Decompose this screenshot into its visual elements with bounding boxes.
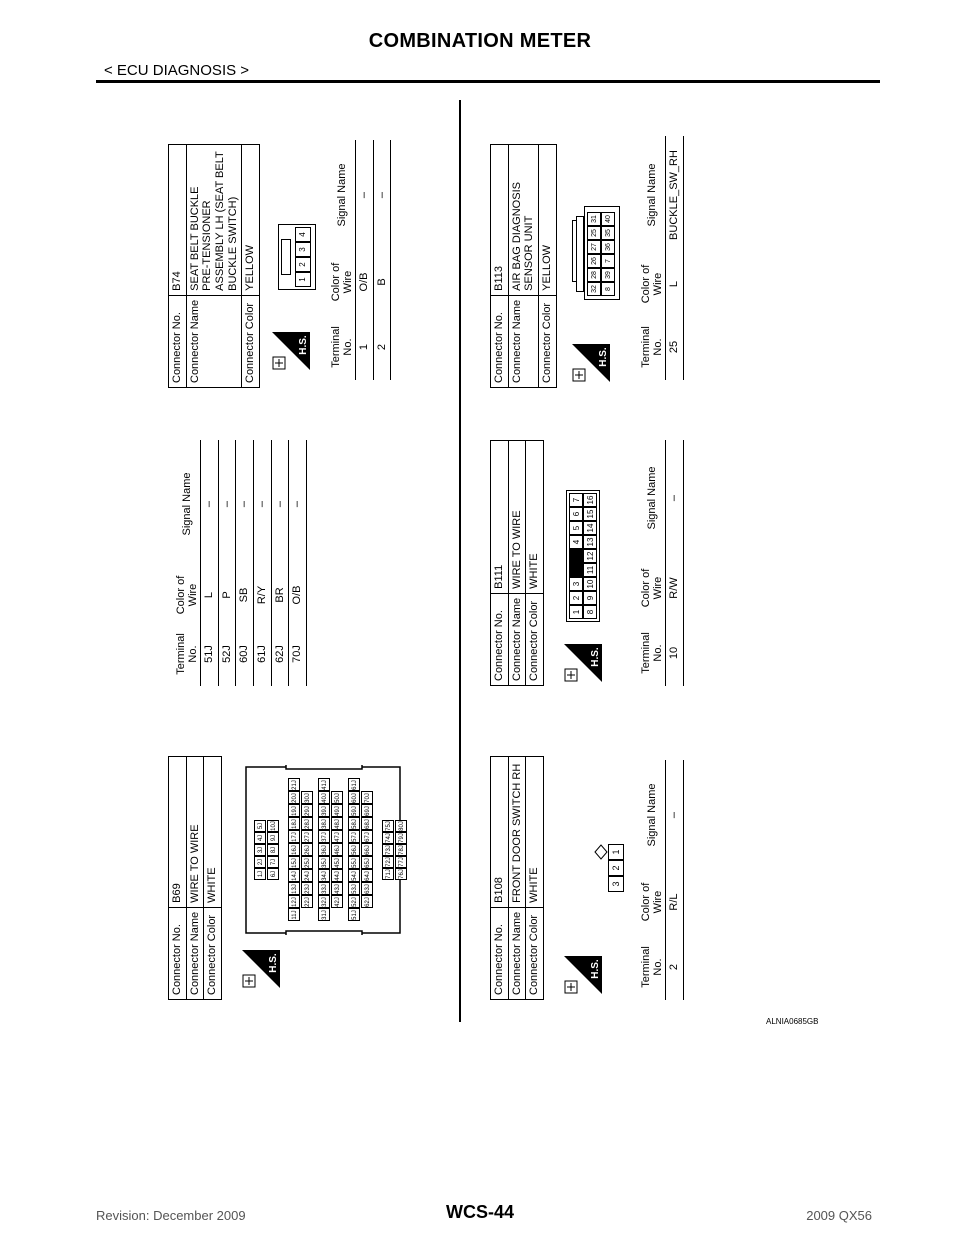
connector-pin: 14J <box>288 870 300 883</box>
connector-pin: 21J <box>288 779 300 792</box>
connector-pin: 26 <box>587 254 601 268</box>
hs-label: H.S. <box>598 347 609 367</box>
connector-pin: 10J <box>267 820 279 832</box>
label-connector-name: Connector Name <box>186 295 242 387</box>
figure-code: ALNIA0685GB <box>766 1017 819 1026</box>
b74-pin: 1 <box>295 272 311 287</box>
label-connector-no: Connector No. <box>491 907 509 999</box>
b69-color: WHITE <box>204 757 222 908</box>
connector-pin: 26J <box>301 844 313 857</box>
b74-terminal-table <box>330 140 391 380</box>
b69-connector-face <box>240 765 408 935</box>
footer-model: 2009 QX56 <box>806 1208 872 1223</box>
connector-pin: 32 <box>587 282 601 296</box>
b111-hs-icon <box>562 640 608 684</box>
connector-pin: 77J <box>395 856 407 868</box>
b108-color: WHITE <box>526 757 544 908</box>
signal-name-cell: – <box>201 440 219 568</box>
label-connector-name: Connector Name <box>508 295 538 387</box>
b113-color: YELLOW <box>538 145 556 296</box>
b111-color: WHITE <box>526 441 544 594</box>
terminal-no-cell: 60J <box>236 622 254 686</box>
wire-color-cell: R/W <box>666 556 684 620</box>
wire-color-cell: O/B <box>356 250 374 314</box>
connector-pin: 11J <box>288 909 300 922</box>
b113-name: AIR BAG DIAGNOSIS SENSOR UNIT <box>508 145 538 296</box>
table-row <box>271 440 289 686</box>
b69-pin-grid <box>254 777 408 923</box>
connector-pin: 38J <box>318 818 330 831</box>
connector-pin: 1 <box>569 605 583 619</box>
connector-pin: 76J <box>395 868 407 880</box>
label-color-of-wire: Color of Wire <box>640 254 666 314</box>
b111-info <box>490 440 544 686</box>
connector-pin: 35J <box>318 857 330 870</box>
b108-name: FRONT DOOR SWITCH RH <box>508 757 526 908</box>
connector-pin: 70J <box>361 792 373 805</box>
connector-pin: 6 <box>569 507 583 521</box>
wire-color-cell: P <box>218 568 236 622</box>
connector-pin: 74J <box>382 832 394 844</box>
header-rule <box>96 80 880 83</box>
signal-name-cell: – <box>218 440 236 568</box>
label-terminal-no: Terminal No. <box>640 934 666 1000</box>
connector-pin: 16J <box>288 844 300 857</box>
connector-pin: 28J <box>301 818 313 831</box>
connector-pin: 7 <box>601 254 615 268</box>
terminal-no-cell: 1 <box>356 314 374 380</box>
connector-pin: 64J <box>361 870 373 883</box>
connector-pin: 59J <box>348 805 360 818</box>
connector-pin: 32J <box>318 896 330 909</box>
connector-pin: 45J <box>331 857 343 870</box>
connector-pin: 48J <box>331 818 343 831</box>
terminal-no-cell: 52J <box>218 622 236 686</box>
terminal-no-cell: 51J <box>201 622 219 686</box>
label-connector-no: Connector No. <box>491 593 509 685</box>
b113-connector-face <box>572 208 620 300</box>
hs-label: H.S. <box>298 335 309 355</box>
label-connector-no: Connector No. <box>491 295 509 387</box>
connector-pin: 43J <box>331 883 343 896</box>
connector-pin: 80J <box>395 820 407 832</box>
connector-pin: 23J <box>301 883 313 896</box>
label-terminal-no: Terminal No. <box>640 314 666 380</box>
label-connector-color: Connector Color <box>204 907 222 999</box>
connector-pin: 67J <box>361 831 373 844</box>
connector-pin: 39J <box>318 805 330 818</box>
connector-pin: 62J <box>361 896 373 909</box>
connector-pin: 78J <box>395 844 407 856</box>
b69-info <box>168 756 222 1000</box>
connector-pin: 36J <box>318 844 330 857</box>
connector-pin: 22J <box>301 896 313 909</box>
signal-name-cell: – <box>373 140 391 250</box>
label-connector-color: Connector Color <box>526 593 544 685</box>
terminal-no-cell: 2 <box>373 314 391 380</box>
b108-pin: 1 <box>608 844 624 860</box>
b108-hs-icon <box>562 952 608 996</box>
b108-pin: 3 <box>608 876 624 892</box>
b108-pin: 2 <box>608 860 624 876</box>
signal-name-cell: – <box>356 140 374 250</box>
connector-pin: 35 <box>601 226 615 240</box>
connector-pin: 65J <box>361 857 373 870</box>
hs-label: H.S. <box>268 953 279 973</box>
terminal-no-cell: 70J <box>289 622 307 686</box>
signal-name-cell: – <box>289 440 307 568</box>
table-row <box>218 440 236 686</box>
label-color-of-wire: Color of Wire <box>330 250 356 314</box>
table-row <box>666 136 684 380</box>
label-color-of-wire: Color of Wire <box>640 556 666 620</box>
connector-pin: 15J <box>288 857 300 870</box>
connector-pin: 37J <box>318 831 330 844</box>
connector-pin: 58J <box>348 818 360 831</box>
b113-terminal-table <box>640 136 684 380</box>
table-row <box>201 440 219 686</box>
center-divider <box>459 100 461 1022</box>
connector-pin: 24J <box>301 870 313 883</box>
b113-info <box>490 144 557 388</box>
connector-pin: 12 <box>583 549 597 563</box>
label-signal-name: Signal Name <box>330 140 356 250</box>
terminal-no-cell: 62J <box>271 622 289 686</box>
connector-pin: 36 <box>601 240 615 254</box>
b74-pin: 4 <box>295 227 311 242</box>
connector-pin: 15 <box>583 507 597 521</box>
label-connector-no: Connector No. <box>169 295 187 387</box>
b108-no: B108 <box>491 757 509 908</box>
label-color-of-wire: Color of Wire <box>175 568 201 622</box>
signal-name-cell: BUCKLE_SW_RH <box>666 136 684 254</box>
connector-pin: 1J <box>254 868 266 880</box>
connector-pin: 4 <box>569 535 583 549</box>
connector-pin: 55J <box>348 857 360 870</box>
b111-terminal-table <box>640 440 684 686</box>
b69-no: B69 <box>169 757 187 908</box>
label-signal-name: Signal Name <box>640 760 666 870</box>
connector-pin: 51J <box>348 909 360 922</box>
connector-pin: 49J <box>331 805 343 818</box>
b111-name: WIRE TO WIRE <box>508 441 526 594</box>
connector-pin: 14 <box>583 521 597 535</box>
footer-page-number: WCS-44 <box>445 1202 514 1222</box>
connector-pin: 63J <box>361 883 373 896</box>
connector-pin: 25 <box>587 226 601 240</box>
connector-pin: 28 <box>587 268 601 282</box>
connector-pin: 56J <box>348 844 360 857</box>
connector-pin: 20J <box>288 792 300 805</box>
footer-revision: Revision: December 2009 <box>96 1208 246 1223</box>
b113-hs-icon <box>570 340 616 384</box>
connector-pin: 12J <box>288 896 300 909</box>
connector-pin: 25J <box>301 857 313 870</box>
table-row <box>289 440 307 686</box>
b74-connector-face <box>278 224 316 290</box>
b69-terminal-table <box>175 440 307 686</box>
connector-pin: 5J <box>254 820 266 832</box>
connector-key-block <box>569 549 583 577</box>
diamond-key-icon <box>594 844 608 860</box>
label-connector-name: Connector Name <box>186 907 204 999</box>
connector-pin: 13J <box>288 883 300 896</box>
connector-pin: 57J <box>348 831 360 844</box>
connector-pin: 3 <box>569 577 583 591</box>
label-connector-no: Connector No. <box>169 907 187 999</box>
hs-label: H.S. <box>590 959 601 979</box>
connector-pin: 47J <box>331 831 343 844</box>
connector-pin: 61J <box>348 779 360 792</box>
connector-pin: 8 <box>601 282 615 296</box>
wire-color-cell: B <box>373 250 391 314</box>
hs-label: H.S. <box>590 647 601 667</box>
connector-pin: 27J <box>301 831 313 844</box>
connector-pin: 18J <box>288 818 300 831</box>
connector-pin: 34J <box>318 870 330 883</box>
label-color-of-wire: Color of Wire <box>640 870 666 934</box>
wire-color-cell: L <box>201 568 219 622</box>
connector-pin: 60J <box>348 792 360 805</box>
connector-pin: 2 <box>569 591 583 605</box>
connector-pin: 42J <box>331 896 343 909</box>
signal-name-cell: – <box>271 440 289 568</box>
connector-pin: 73J <box>382 844 394 856</box>
connector-pin: 50J <box>331 792 343 805</box>
connector-pin: 10 <box>583 577 597 591</box>
table-row <box>254 440 272 686</box>
wire-color-cell: BR <box>271 568 289 622</box>
wire-color-cell: SB <box>236 568 254 622</box>
table-row <box>373 140 391 380</box>
connector-pin: 5 <box>569 521 583 535</box>
connector-pin: 75J <box>382 820 394 832</box>
connector-pin: 71J <box>382 868 394 880</box>
label-connector-name: Connector Name <box>508 907 526 999</box>
b74-no: B74 <box>169 145 187 296</box>
label-connector-color: Connector Color <box>242 295 260 387</box>
wire-color-cell: L <box>666 254 684 314</box>
connector-pin: 68J <box>361 818 373 831</box>
connector-pin: 3J <box>254 844 266 856</box>
table-row <box>236 440 254 686</box>
terminal-no-cell: 2 <box>666 934 684 1000</box>
section-breadcrumb: < ECU DIAGNOSIS > <box>104 62 250 79</box>
b111-no: B111 <box>491 441 509 594</box>
connector-pin: 29J <box>301 805 313 818</box>
label-connector-name: Connector Name <box>508 593 526 685</box>
connector-pin: 27 <box>587 240 601 254</box>
connector-pin: 41J <box>318 779 330 792</box>
b74-pin: 2 <box>295 257 311 272</box>
signal-name-cell: – <box>236 440 254 568</box>
label-signal-name: Signal Name <box>175 440 201 568</box>
connector-pin: 33J <box>318 883 330 896</box>
connector-pin: 54J <box>348 870 360 883</box>
label-terminal-no: Terminal No. <box>175 622 201 686</box>
signal-name-cell: – <box>666 760 684 870</box>
label-terminal-no: Terminal No. <box>640 620 666 686</box>
table-row <box>356 140 374 380</box>
b111-connector-face <box>566 490 600 622</box>
connector-pin: 16 <box>583 493 597 507</box>
b108-info <box>490 756 544 1000</box>
connector-pin: 44J <box>331 870 343 883</box>
connector-pin: 8 <box>583 605 597 619</box>
connector-pin: 53J <box>348 883 360 896</box>
label-signal-name: Signal Name <box>640 136 666 254</box>
connector-pin: 11 <box>583 563 597 577</box>
connector-pin: 31 <box>587 212 601 226</box>
connector-pin: 30J <box>301 792 313 805</box>
b74-name: SEAT BELT BUCKLE PRE-TENSIONER ASSEMBLY LH (SEAT BELT BUCKLE SWITCH) <box>186 145 242 296</box>
connector-pin: 9J <box>267 832 279 844</box>
label-signal-name: Signal Name <box>640 440 666 556</box>
connector-pin: 9 <box>583 591 597 605</box>
b74-color: YELLOW <box>242 145 260 296</box>
connector-pin: 40 <box>601 212 615 226</box>
connector-pin: 66J <box>361 844 373 857</box>
b108-connector-face <box>594 844 624 892</box>
signal-name-cell: – <box>666 440 684 556</box>
b69-name: WIRE TO WIRE <box>186 757 204 908</box>
table-row <box>666 440 684 686</box>
connector-pin: 39 <box>601 268 615 282</box>
wire-color-cell: R/Y <box>254 568 272 622</box>
connector-pin: 72J <box>382 856 394 868</box>
connector-pin: 4J <box>254 832 266 844</box>
wire-color-cell: O/B <box>289 568 307 622</box>
connector-pin: 2J <box>254 856 266 868</box>
label-connector-color: Connector Color <box>526 907 544 999</box>
b74-info <box>168 144 260 388</box>
connector-pin: 7J <box>267 856 279 868</box>
connector-pin: 46J <box>331 844 343 857</box>
connector-pin: 17J <box>288 831 300 844</box>
b69-hs-icon <box>240 946 286 990</box>
connector-pin: 52J <box>348 896 360 909</box>
table-row <box>666 760 684 1000</box>
label-terminal-no: Terminal No. <box>330 314 356 380</box>
label-connector-color: Connector Color <box>538 295 556 387</box>
terminal-no-cell: 61J <box>254 622 272 686</box>
connector-pin: 40J <box>318 792 330 805</box>
wire-color-cell: R/L <box>666 870 684 934</box>
terminal-no-cell: 10 <box>666 620 684 686</box>
connector-pin: 31J <box>318 909 330 922</box>
b108-terminal-table <box>640 760 684 1000</box>
signal-name-cell: – <box>254 440 272 568</box>
b74-hs-icon <box>270 328 316 372</box>
connector-pin: 69J <box>361 805 373 818</box>
connector-pin: 79J <box>395 832 407 844</box>
b113-no: B113 <box>491 145 509 296</box>
connector-pin: 19J <box>288 805 300 818</box>
connector-pin: 8J <box>267 844 279 856</box>
connector-pin: 6J <box>267 868 279 880</box>
connector-pin: 7 <box>569 493 583 507</box>
terminal-no-cell: 25 <box>666 314 684 380</box>
connector-pin: 13 <box>583 535 597 549</box>
b74-pin: 3 <box>295 242 311 257</box>
page-title: COMBINATION METER <box>368 30 592 52</box>
